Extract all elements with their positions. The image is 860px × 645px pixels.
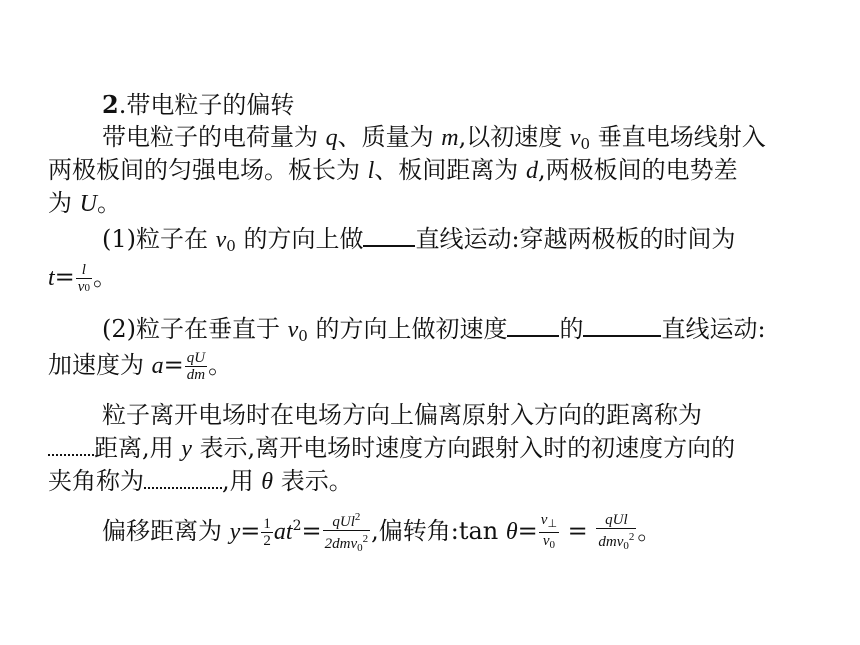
fraction-numerator [539,512,559,533]
intro-text: 带电粒子的电荷量为 [102,123,326,151]
fraction-denominator: 2 [263,533,271,549]
fraction-displacement [323,509,371,556]
equals-sign: = [517,517,538,545]
fraction-denominator [539,533,559,553]
fraction-numerator: qU [186,350,206,366]
subscript: 0 [357,542,363,554]
fraction-denominator [323,531,371,556]
intro-text: ,两极板间的电势差 [537,156,738,184]
subscript: 0 [84,281,90,294]
item1-line-2 [48,260,117,302]
var-d: d [525,158,538,184]
var-theta: θ [505,519,518,545]
den-text: dmv [598,533,624,550]
item1-line-1 [102,222,736,256]
subscript: 0 [298,327,308,345]
var-v: v [569,125,581,151]
fill-blank [48,432,94,456]
equals-sign: = [301,517,322,545]
para3-line-3 [48,464,353,498]
para3-line-2 [48,431,735,465]
fraction-denominator: dm [186,367,206,383]
formula-line [102,500,661,552]
num-text: qUl [332,514,355,530]
para3-text: ,用 [222,467,262,495]
var-a: a [151,353,164,379]
para3-text: 表示,离开电场时速度方向跟射入时的初速度方向的 [191,434,736,462]
period: 。 [92,263,117,291]
para3-text: 粒子离开电场时在电场方向上偏离原射入方向的距离称为 [102,401,702,429]
fraction-denominator [596,529,636,554]
var-theta: θ [261,469,274,495]
var-y: y [181,436,192,462]
subscript: 0 [226,237,236,255]
item2-line-1 [102,312,766,346]
intro-line-2 [48,153,738,187]
item1-text: 的方向上做 [235,225,364,253]
subscript: 0 [623,539,629,552]
var-v: v [287,317,299,343]
var-U: U [79,191,97,217]
formula-text: ,偏转角:tan [371,517,506,545]
var-m: m [441,125,459,151]
fraction-qU-over-dm [185,350,207,383]
equals-sign: = [560,517,596,545]
intro-text: ,以初速度 [458,123,570,151]
fraction-one-half [261,516,273,549]
para3-line-1 [102,398,702,432]
item2-text: 加速度为 [48,351,152,379]
para3-text: 表示。 [273,467,353,495]
equals-sign: = [240,517,261,545]
subscript: 0 [549,539,555,551]
item2-text: 直线运动: [661,315,766,343]
var-at: at [273,519,293,545]
equals-sign: = [54,263,75,291]
intro-line-1 [102,120,766,154]
item2-text: 的方向上做初速度 [307,315,508,343]
intro-text: 垂直电场线射入 [590,123,766,151]
var-l: l [367,158,375,184]
heading-number: 2 [102,90,119,119]
fraction-angle [596,512,636,554]
var-v: v [215,227,227,253]
formula-text: 偏移距离为 [102,517,230,545]
var-q: q [325,125,338,151]
fill-blank [144,465,222,489]
item1-text: (1)粒子在 [102,225,216,253]
intro-text: 。 [96,189,121,217]
fill-blank [507,313,559,337]
item2-line-2 [48,348,232,390]
section-heading [102,88,294,122]
para3-text: 距离,用 [94,434,182,462]
den-text: v [542,533,550,549]
fraction-l-over-v0 [76,262,92,296]
equals-sign: = [163,351,184,379]
fraction-denominator [76,279,92,296]
item2-text: (2)粒子在垂直于 [102,315,288,343]
fraction-numerator [323,509,371,531]
fraction-numerator: l [76,262,92,279]
fill-blank [583,313,661,337]
num-text: v [540,512,548,528]
subscript: 0 [580,135,591,153]
fraction-numerator: qUl [596,512,636,529]
intro-text: 、质量为 [337,123,442,151]
item1-text: 直线运动:穿越两极板的时间为 [415,225,736,253]
var-y: y [229,519,241,545]
para3-text: 夹角称为 [48,467,144,495]
period: 。 [208,351,233,379]
den-text: 2dmv [324,536,358,552]
superscript: 2 [292,518,302,534]
den-var: v [77,278,85,295]
var-t: t [48,265,55,291]
superscript: 2 [354,511,361,523]
subscript: ⊥ [547,518,558,530]
superscript: 2 [628,530,635,543]
superscript: 2 [362,533,369,545]
item2-text: 的 [559,315,584,343]
intro-line-3 [48,186,121,220]
fill-blank [363,223,415,247]
intro-text: 两极板间的匀强电场。板长为 [48,156,368,184]
intro-text: 、板间距离为 [374,156,526,184]
fraction-numerator: 1 [263,516,271,532]
intro-text: 为 [48,189,80,217]
heading-title: .带电粒子的偏转 [118,91,295,119]
fraction-vperp-over-v0 [539,512,559,553]
period: 。 [637,517,662,545]
